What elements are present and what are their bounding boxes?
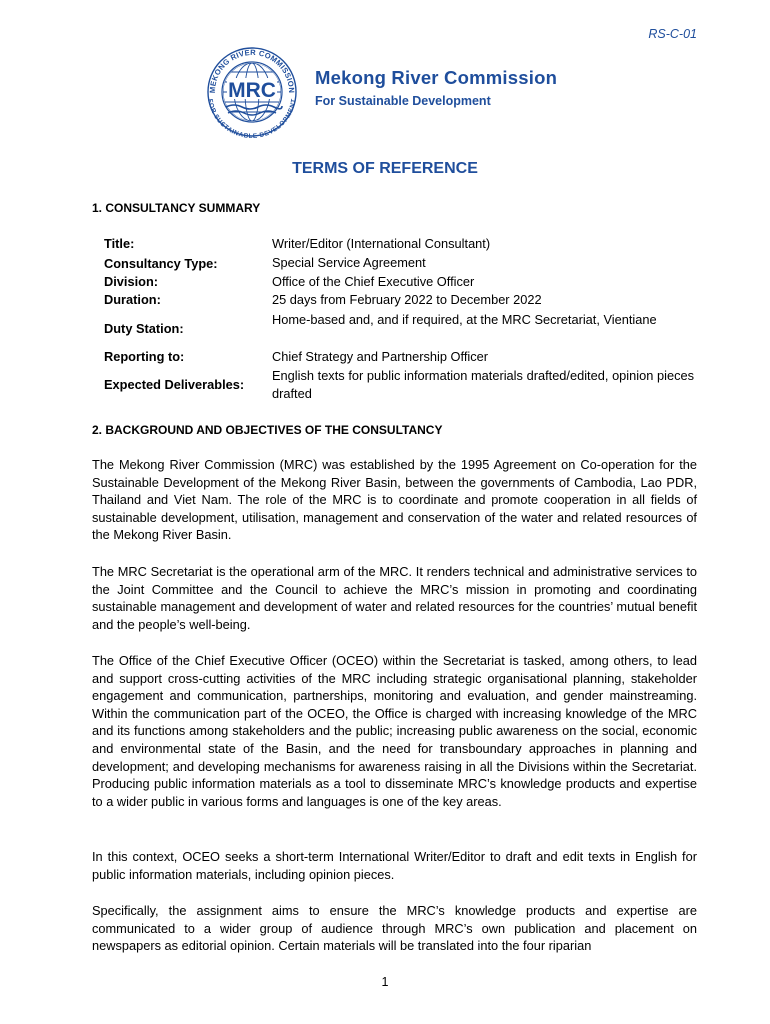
summary-value: Writer/Editor (International Consultant) (272, 236, 491, 251)
body-paragraph: In this context, OCEO seeks a short-term International Writer/Editor to draft and edit texts in English for public information materials, including opinion pieces. (92, 849, 697, 882)
summary-label: Duty Station: (104, 321, 184, 336)
summary-value: Special Service Agreement (272, 255, 426, 270)
body-paragraph: The MRC Secretariat is the operational arm of the MRC. It renders technical and administrative services to the Joint Committee and the Council to achieve the MRC’s mission in promoting and coordinating sustainable management and development of water and related resources for the countries’ mutual benefit and the people’s well-being. (92, 564, 697, 632)
summary-row (104, 273, 694, 291)
summary-label: Title: (104, 236, 135, 251)
summary-row (104, 311, 694, 347)
summary-row (104, 367, 694, 403)
document-id: RS-C-01 (648, 27, 697, 41)
logo-ring-text-top: MEKONG RIVER COMMISSION (207, 47, 297, 94)
mrc-logo (200, 44, 304, 140)
summary-row (104, 254, 694, 272)
summary-value: 25 days from February 2022 to December 2022 (272, 292, 542, 307)
summary-label: Expected Deliverables: (104, 377, 245, 392)
summary-row (104, 291, 694, 309)
summary-label: Division: (104, 274, 159, 289)
section-heading-background: 2. BACKGROUND AND OBJECTIVES OF THE CONSULTANCY (92, 423, 443, 437)
body-paragraph: The Mekong River Commission (MRC) was established by the 1995 Agreement on Co-operation for the Sustainable Development of the Mekong River Basin, between the governments of Cambodia, Lao PDR, Thailand and Viet Nam. The role of the MRC is to coordinate and promote cooperation in all fields of sustainable development, utilisation, management and conservation of the water and related resources of the Mekong River Basin. (92, 457, 697, 543)
org-name: Mekong River Commission (315, 67, 558, 88)
page-number: 1 (381, 975, 389, 989)
document-title: TERMS OF REFERENCE (292, 160, 478, 177)
summary-value: English texts for public information materials drafted/edited, opinion pieces drafted (272, 368, 694, 401)
logo-ring-text-bottom: FOR SUSTAINABLE DEVELOPMENT (206, 98, 298, 140)
logo-monogram: MRC (228, 79, 276, 102)
summary-label: Duration: (104, 292, 161, 307)
org-tagline: For Sustainable Development (315, 94, 491, 108)
summary-label: Consultancy Type: (104, 256, 218, 271)
body-paragraph: Specifically, the assignment aims to ensure the MRC’s knowledge products and expertise are communicated to a wider group of audience through MRC’s own publication and placement on newspapers as editorial opinion. Certain materials will be translated into the four riparian (92, 903, 697, 954)
wave-icon (226, 105, 282, 109)
section-heading-summary: 1. CONSULTANCY SUMMARY (92, 201, 261, 215)
summary-value: Home-based and, and if required, at the MRC Secretariat, Vientiane (272, 312, 657, 327)
body-paragraph: The Office of the Chief Executive Officer (OCEO) within the Secretariat is tasked, among others, to lead and support cross-cutting activities of the MRC including strategic organisational planning, stakeholder engagement and communication, partnerships, monitoring and evaluation, and gender mainstreaming. Within the communication part of the OCEO, the Office is charged with increasing knowledge of the MRC and its functions among stakeholders and the public; increasing public awareness on the social, economic and environmental state of the Basin, and the need for transboundary approaches in planning and development; and developing mechanisms for awareness raising in all the Divisions within the Secretariat. Producing public information materials as a tool to disseminate MRC’s knowledge products and expertise to a wider public in various forms and languages is one of the key areas. (92, 653, 697, 809)
summary-row (104, 348, 694, 366)
summary-row (104, 235, 694, 253)
summary-value: Chief Strategy and Partnership Officer (272, 349, 488, 364)
summary-value: Office of the Chief Executive Officer (272, 274, 475, 289)
summary-label: Reporting to: (104, 349, 185, 364)
